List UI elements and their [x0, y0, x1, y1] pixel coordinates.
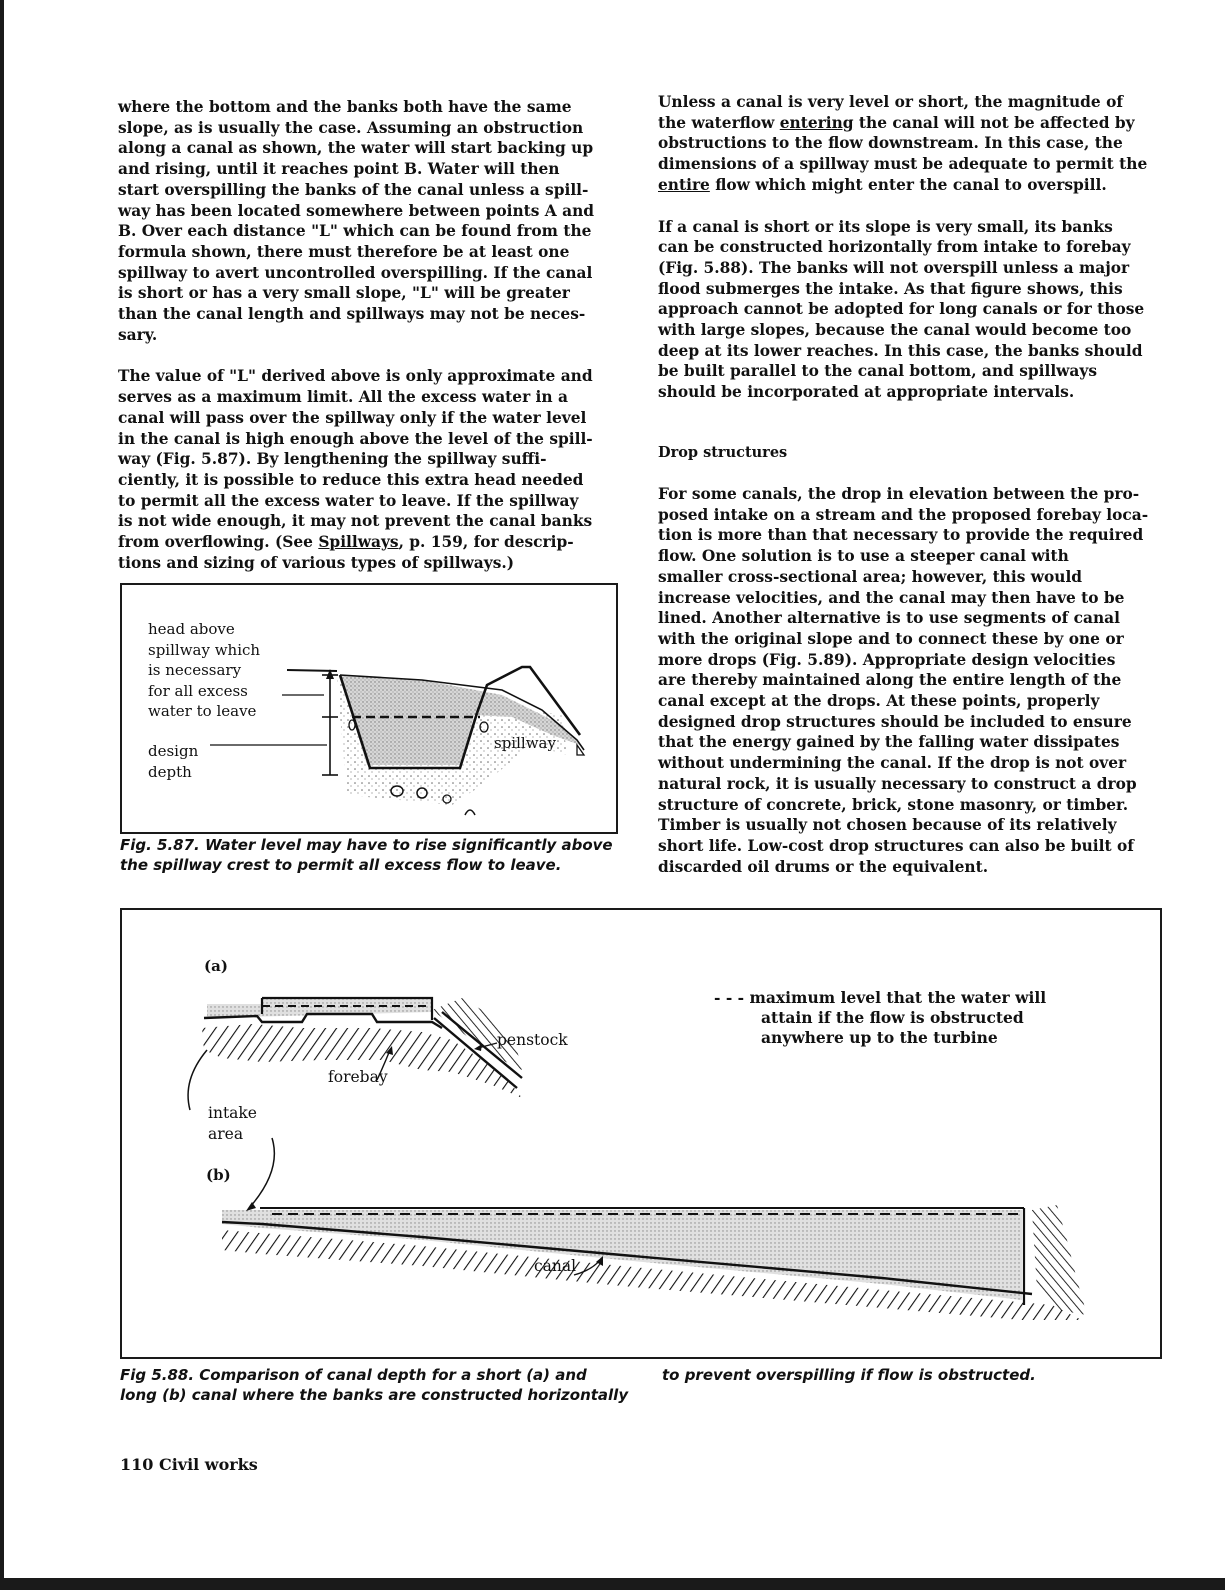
- text-line: formula shown, there must therefore be at least one: [118, 242, 570, 261]
- text-line: sary.: [118, 325, 158, 344]
- figure-5-88-drawing: [122, 910, 1160, 1357]
- text-line: spillway to avert uncontrolled overspilling. If the canal: [118, 263, 593, 282]
- text-line: should be incorporated at appropriate intervals.: [658, 383, 1075, 402]
- left-column-text: [118, 97, 618, 573]
- text-line: approach cannot be adopted for long canals or for those: [658, 300, 1145, 319]
- figure-5-87-caption: Fig. 5.87. Water level may have to rise significantly above the spillway crest to permit all excess flow to leave.: [120, 836, 613, 874]
- right-column-text: [658, 92, 1168, 403]
- text-line: way (Fig. 5.87). By lengthening the spillway suffi-: [118, 450, 547, 469]
- text-line: flow. One solution is to use a steeper canal with: [658, 547, 1069, 566]
- text-line: If a canal is short or its slope is very small, its banks: [658, 217, 1113, 236]
- label-b: (b): [206, 1166, 231, 1184]
- text-line: The value of "L" derived above is only approximate and: [118, 367, 593, 386]
- text-line: designed drop structures should be included to ensure: [658, 712, 1132, 731]
- text-line: posed intake on a stream and the proposed forebay loca-: [658, 505, 1149, 524]
- text-line: are thereby maintained along the entire length of the: [658, 671, 1122, 690]
- page-bottom-border: [0, 1578, 1225, 1590]
- text-line: than the canal length and spillways may not be neces-: [118, 305, 586, 324]
- text-line: with the original slope and to connect these by one or: [658, 629, 1124, 648]
- text-line: to permit all the excess water to leave. If the spillway: [118, 491, 579, 510]
- text-line: without undermining the canal. If the drop is not over: [658, 754, 1127, 773]
- text-line: is short or has a very small slope, "L" will be greater: [118, 284, 570, 303]
- text-line: entire flow which might enter the canal to overspill.: [658, 175, 1107, 194]
- spillway-label: spillway: [494, 734, 556, 752]
- text-line: serves as a maximum limit. All the excess water in a: [118, 388, 568, 407]
- canal-label: canal: [534, 1257, 577, 1275]
- text-line: canal will pass over the spillway only if the water level: [118, 408, 587, 427]
- text-line: smaller cross-sectional area; however, this would: [658, 567, 1083, 586]
- text-line: way has been located somewhere between points A and: [118, 201, 595, 220]
- text-line: deep at its lower reaches. In this case, the banks should: [658, 341, 1143, 360]
- text-line: can be constructed horizontally from intake to forebay: [658, 238, 1131, 257]
- text-line: with large slopes, because the canal would become too: [658, 321, 1132, 340]
- text-line: start overspilling the banks of the canal unless a spill-: [118, 180, 589, 199]
- text-line: obstructions to the flow downstream. In this case, the: [658, 134, 1123, 153]
- text-line: For some canals, the drop in elevation between the pro-: [658, 485, 1140, 503]
- head-label: head above spillway which is necessary for all excess water to leave: [148, 620, 261, 720]
- figure-5-88-box: [120, 908, 1162, 1359]
- text-line: that the energy gained by the falling water dissipates: [658, 733, 1120, 752]
- page-footer: 110 Civil works: [120, 1455, 258, 1474]
- text-line: (Fig. 5.88). The banks will not overspill unless a major: [658, 258, 1130, 277]
- text-line: discarded oil drums or the equivalent.: [658, 857, 989, 876]
- label-a: (a): [204, 957, 228, 975]
- legend-max-level: - - - maximum level that the water will attain if the flow is obstructed anywhere up to the turbine: [714, 988, 1047, 1047]
- text-line: from overflowing. (See Spillways, p. 159, for descrip-: [118, 533, 574, 552]
- figure-5-88-caption-left: Fig 5.88. Comparison of canal depth for a short (a) and long (b) canal where the banks are constructed horizontally: [120, 1366, 629, 1404]
- page-left-border: [0, 0, 4, 1590]
- penstock-label: penstock: [497, 1031, 568, 1049]
- section-heading-drop-structures: Drop structures: [658, 444, 788, 461]
- text-line: B. Over each distance "L" which can be found from the: [118, 222, 592, 241]
- text-line: increase velocities, and the canal may then have to be: [658, 588, 1125, 607]
- text-line: in the canal is high enough above the level of the spill-: [118, 429, 593, 448]
- forebay-label: forebay: [328, 1068, 388, 1086]
- text-line: flood submerges the intake. As that figure shows, this: [658, 279, 1123, 298]
- text-line: be built parallel to the canal bottom, and spillways: [658, 362, 1098, 381]
- figure-5-88-caption-right: to prevent overspilling if flow is obstructed.: [662, 1366, 1036, 1384]
- spillways-link[interactable]: Spillways: [318, 533, 399, 552]
- text-line: dimensions of a spillway must be adequate to permit the: [658, 155, 1148, 174]
- text-line: slope, as is usually the case. Assuming an obstruction: [118, 118, 584, 137]
- text-line: along a canal as shown, the water will start backing up: [118, 139, 594, 158]
- text-line: short life. Low-cost drop structures can also be built of: [658, 836, 1134, 855]
- intake-area-label: intake area: [208, 1104, 257, 1143]
- text-line: ciently, it is possible to reduce this extra head needed: [118, 470, 584, 489]
- design-depth-label: design depth: [148, 742, 199, 781]
- text-line: Unless a canal is very level or short, the magnitude of: [658, 93, 1123, 111]
- text-line: Timber is usually not chosen because of its relatively: [658, 816, 1117, 835]
- text-line: tions and sizing of various types of spillways.): [118, 553, 515, 572]
- text-line: and rising, until it reaches point B. Water will then: [118, 160, 560, 179]
- figure-5-87-box: [120, 583, 618, 834]
- text-line: lined. Another alternative is to use segments of canal: [658, 609, 1120, 628]
- text-line: canal except at the drops. At these points, properly: [658, 692, 1100, 711]
- text-line: more drops (Fig. 5.89). Appropriate design velocities: [658, 650, 1116, 669]
- text-line: structure of concrete, brick, stone masonry, or timber.: [658, 795, 1129, 814]
- text-line: tion is more than that necessary to provide the required: [658, 526, 1144, 545]
- text-line: natural rock, it is usually necessary to construct a drop: [658, 774, 1137, 793]
- text-line: the waterflow entering the canal will not be affected by: [658, 113, 1135, 132]
- text-line: is not wide enough, it may not prevent the canal banks: [118, 512, 593, 531]
- right-column-text-2: [658, 484, 1168, 877]
- text-line: where the bottom and the banks both have the same: [118, 98, 572, 116]
